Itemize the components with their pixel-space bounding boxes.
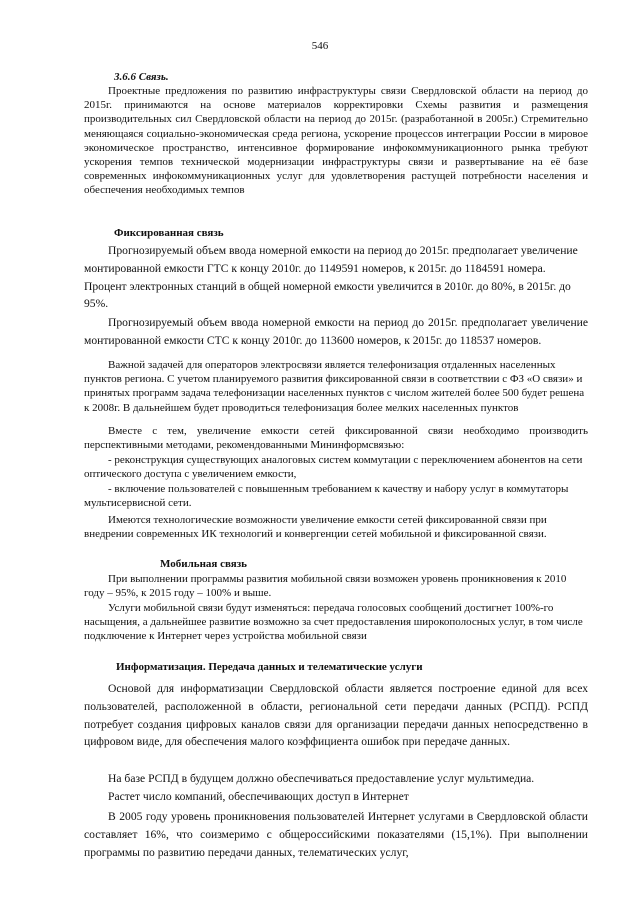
fixed-paragraph-3: Важной задачей для операторов электросвязи является телефонизация отдаленных населенных пунктов региона. С учетом планируемого развития фиксированной связи в соответствии с ФЗ «О связи» и принятых программ задача телефонизации населенных пунктов с числом жителей более 500 будет решена к 2008г. В дальнейшем будет проводиться телефонизация более мелких населенных пунктов xyxy=(84,359,585,414)
fixed-paragraph-1: Прогнозируемый объем ввода номерной емкости на период до 2015г. предполагает увеличение монтированной емкости ГТС к концу 2010г. до 1149591 номеров, к 2015г. до 1184591 номера. Процент электронных станций в общей номерной емкости увеличится в 2010г. до 80%, в 2015г. до 95%. xyxy=(84,244,578,311)
info-heading: Информатизация. Передача данных и телематические услуги xyxy=(116,661,423,673)
mobile-heading: Мобильная связь xyxy=(160,558,247,570)
fixed-paragraph-5: Имеются технологические возможности увеличение емкости сетей фиксированной связи при внедрении современных ИК технологий и конвергенции сетей мобильной и фиксированной связи. xyxy=(84,514,547,541)
info-paragraph-1: Основой для информатизации Свердловской области является построение единой для всех пользователей, расположенной в области, региональной сети передачи данных (РСПД). РСПД потребует создания цифровых каналов связи для организации передачи данных непосредственно в цифровом виде, для обеспечения малого коэффициента ошибок при передаче данных. xyxy=(84,682,588,749)
info-paragraph-2: На базе РСПД в будущем должно обеспечиваться предоставление услуг мультимедиа. xyxy=(108,772,535,785)
info-paragraph-4: В 2005 году уровень проникновения пользователей Интернет услугами в Свердловской области составляет 16%, что соизмеримо с общероссийскими показателями (15,1%). При выполнении программы по развитию передачи данных, телематических услуг, xyxy=(84,810,588,859)
fixed-paragraph-4: Вместе с тем, увеличение емкости сетей фиксированной связи необходимо производить перспективными методами, рекомендованными Мининформсвязью: xyxy=(84,425,588,452)
info-paragraph-3: Растет число компаний, обеспечивающих доступ в Интернет xyxy=(108,790,409,803)
fixed-bullet-2: - включение пользователей с повышенным требованием к качеству и набору услуг в коммутаторы мультисервисной сети. xyxy=(84,483,569,510)
section-title: 3.6.6 Связь. xyxy=(114,71,169,83)
fixed-bullet-1: - реконструкция существующих аналоговых систем коммутации с переключением абонентов на сети оптического доступа с увеличением емкости, xyxy=(84,454,583,481)
intro-paragraph: Проектные предложения по развитию инфраструктуры связи Свердловской области на период до 2015г. принимаются на основе материалов корректировки Схемы развития и размещения производительных сил Свердловской области на период до 2015г. (разработанной в 2005г.) Стремительно меняющаяся социально-экономическая среда региона, ускорение процессов интеграции России в мировое экономическое пространство, интенсивное формирование инфокоммуникационного рынка требуют ускорения темпов технической модернизации инфраструктуры связи и развертывание на её базе современных инфокоммуникационных услуг для удовлетворения растущей потребности населения и обеспечения необходимых темпов xyxy=(84,85,588,197)
mobile-paragraph-2: Услуги мобильной связи будут изменяться: передача голосовых сообщений достигнет 100%-го насыщения, а дальнейшее развитие возможно за счет предоставления широкополосных услуг, в том числе подключение к Интернет через устройства мобильной связи xyxy=(84,602,583,643)
mobile-paragraph-1: При выполнении программы развития мобильной связи возможен уровень проникновения к 2010 году – 95%, к 2015 году – 100% и выше. xyxy=(84,573,567,600)
page-number: 546 xyxy=(311,40,329,52)
fixed-heading: Фиксированная связь xyxy=(114,227,224,239)
fixed-paragraph-2: Прогнозируемый объем ввода номерной емкости на период до 2015г. предполагает увеличение монтированной емкости СТС к концу 2010г. до 113600 номеров, к 2015г. до 118537 номеров. xyxy=(84,316,588,348)
